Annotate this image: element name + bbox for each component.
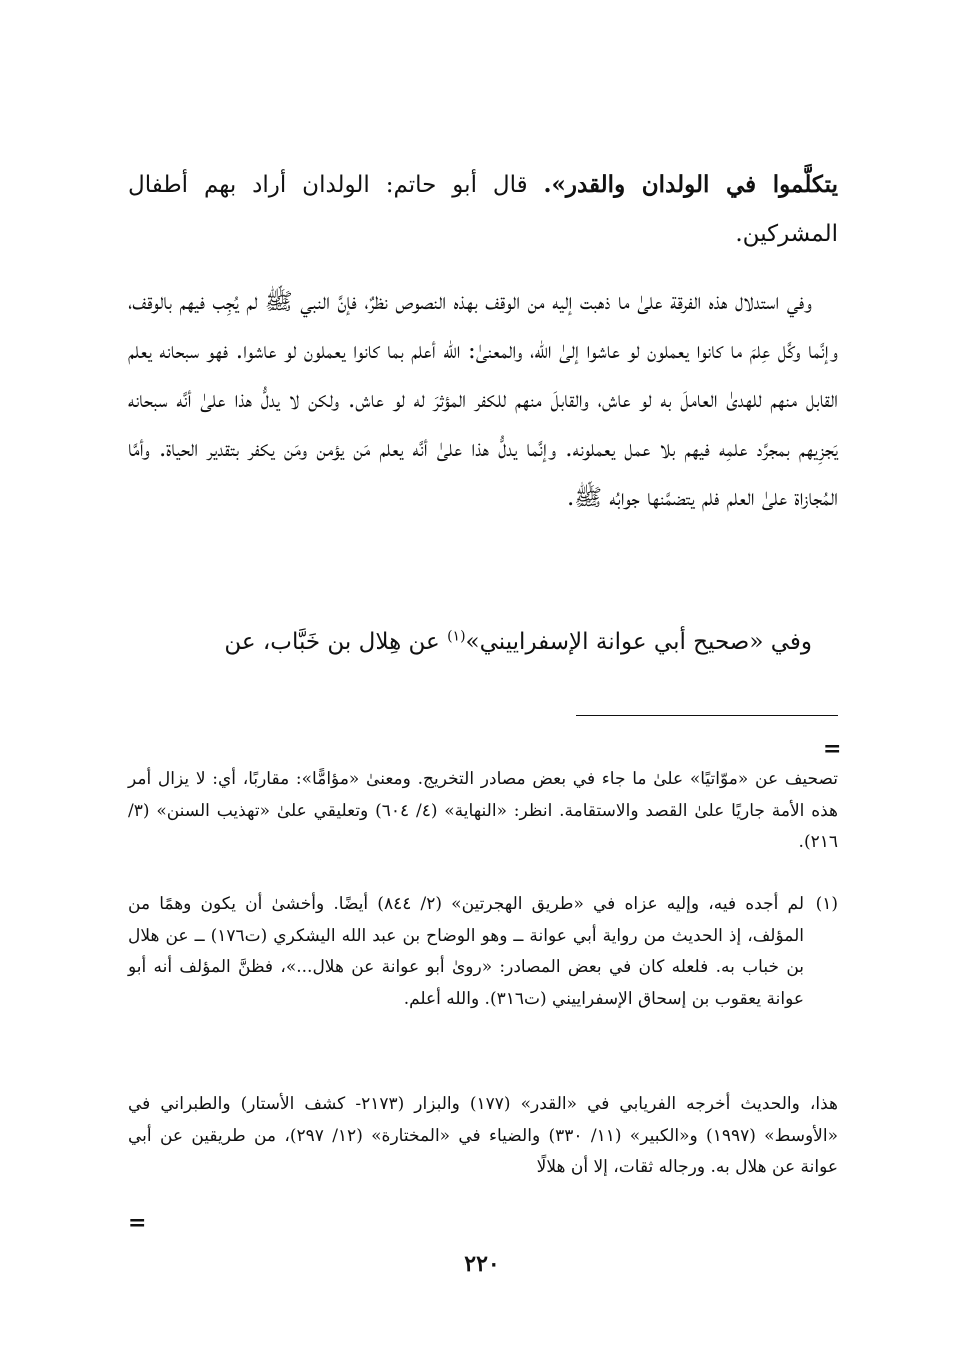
continuation-mark-top: = bbox=[823, 736, 842, 762]
page-number: ٢٢٠ bbox=[464, 1251, 500, 1277]
body-paragraph-1 bbox=[128, 160, 838, 259]
footnote-number: (١) bbox=[815, 894, 838, 914]
body-paragraph-2: وفي استدلال هذه الفرقة علىٰ ما ذهبت إليه من الوقف بهذه النصوص نظرٌ، فإنَّ النبي ﷺ لم يُجِب فيهم بالوقف، وإنَّما وكَّل عِلمَ ما كانوا يعملون لو عاشوا إلىٰ الله، والمعنىٰ: الله أعلم بما كانوا يعملون لو عاشوا. فهو سبحانه يعلم القابل منهم للهدىٰ العاملَ به لو عاش، والقابلَ منهم للكفر المؤثرَ له لو عاش. ولكن لا يدلُّ هذا علىٰ أنَّه سبحانه يَجزِيهم بمجرَّد علمِه فيهم بلا عمل يعملونه. وإنَّما يدلُّ هذا علىٰ أنَّه يعلم مَن يؤمن ومَن يكفر بتقدير الحياة. وأمَّا المُجازاة علىٰ العلم فلم يتضمَّنها جوابُه ﷺ. bbox=[128, 289, 838, 511]
footnote-1-continued: هذا، والحديث أخرجه الفريابي في «القدر» (١٧٧) والبزار (٢١٧٣- كشف الأستار) والطبراني في «الأوسط» (١٩٩٧) و«الكبير» (١١/ ٣٣٠) والضياء في «المختارة» (١٢/ ٢٩٧)، من طريقين عن أبي عوانة عن هلال به. ورجاله ثقات، إلا أن هلالًا bbox=[128, 1094, 838, 1177]
paragraph-1-rest: قال أبو حاتم: الولدان أراد بهم أطفال المشركين. bbox=[128, 172, 838, 247]
paragraph-3-lead: وفي «صحيح أبي عوانة الإسفراييني» bbox=[465, 629, 812, 655]
bold-quote-end: يتكلَّموا في الولدان والقدر». bbox=[543, 171, 838, 198]
paragraph-3-tail: عن هِلال بن خَبَّاب، عن bbox=[224, 629, 448, 655]
footnote-continued: تصحيف عن «موّاتيًا» علىٰ ما جاء في بعض مصادر التخريج. ومعنىٰ «مؤامًّا»: مقاربًا، أي: لا يزال أمر هذه الأمة جاريًا علىٰ القصد والاستقامة. انظر: «النهاية» (٤/ ٦٠٤) وتعليقي علىٰ «تهذيب السنن» (٣/ ٢١٦). bbox=[128, 769, 838, 852]
footnote-1-text: لم أجده فيه، وإليه عزاه في «طريق الهجرتين» (٢/ ٨٤٤) أيضًا. وأخشىٰ أن يكون وهمًا من المؤلف، إذ الحديث من رواية أبي عوانة ــ وهو الوضاح بن عبد الله اليشكري (ت١٧٦) ــ عن هلال بن خباب به. فلعله كان في بعض المصادر: «روىٰ أبو عوانة عن هلال...»، فظنَّ المؤلف أنه أبو عوانة يعقوب بن إسحاق الإسفراييني (ت٣١٦). والله أعلم. bbox=[128, 894, 805, 1009]
continuation-mark-bottom: = bbox=[128, 1210, 147, 1236]
footnote-separator bbox=[576, 715, 838, 716]
footnote-1 bbox=[128, 889, 838, 1015]
footnote-reference-1: (١) bbox=[447, 628, 466, 645]
body-paragraph-3 bbox=[128, 618, 838, 667]
